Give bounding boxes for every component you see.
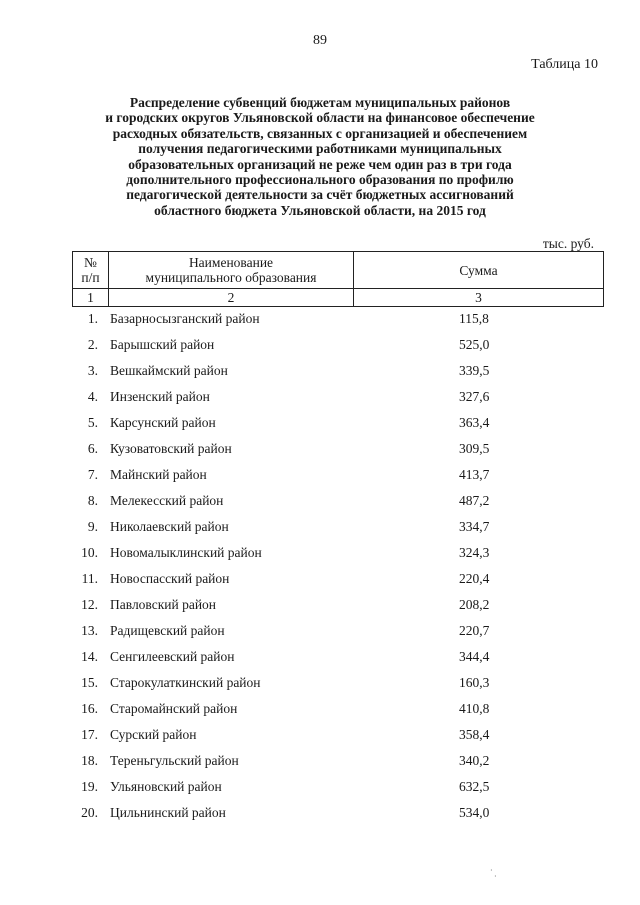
row-name: Сенгилеевский район <box>110 649 235 664</box>
row-number: 3. <box>87 363 98 378</box>
row-amount: 160,3 <box>459 675 490 690</box>
table-row <box>72 363 603 389</box>
row-number: 2. <box>87 337 98 352</box>
row-name: Цильнинский район <box>110 805 226 820</box>
row-amount: 115,8 <box>459 311 489 326</box>
row-name: Кузоватовский район <box>110 441 232 456</box>
row-number: 4. <box>87 389 98 404</box>
row-number: 14. <box>81 649 98 664</box>
row-name: Сурский район <box>110 727 197 742</box>
row-number: 6. <box>87 441 98 456</box>
title-line: областного бюджета Ульяновской области, на 2015 год <box>154 202 486 218</box>
table-row <box>72 805 603 831</box>
row-amount: 340,2 <box>459 753 490 768</box>
row-amount: 358,4 <box>459 727 490 742</box>
header-name <box>109 252 354 289</box>
header-number-line2: п/п <box>81 270 100 285</box>
row-number: 10. <box>81 545 98 560</box>
table-row <box>72 519 603 545</box>
row-number: 18. <box>81 753 98 768</box>
table-row <box>72 311 603 337</box>
row-name: Майнский район <box>110 467 207 482</box>
row-amount: 324,3 <box>459 545 490 560</box>
row-number: 12. <box>81 597 98 612</box>
row-number: 20. <box>81 805 98 820</box>
column-number: 1 <box>73 289 109 307</box>
row-number: 16. <box>81 701 98 716</box>
row-name: Мелекесский район <box>110 493 224 508</box>
row-amount: 327,6 <box>459 389 490 404</box>
row-amount: 208,2 <box>459 597 490 612</box>
row-number: 13. <box>81 623 98 638</box>
header-number <box>73 252 109 289</box>
scan-speck: · <box>490 866 493 875</box>
column-number-row <box>73 289 604 307</box>
table-row <box>72 675 603 701</box>
row-number: 11. <box>81 571 98 586</box>
row-number: 17. <box>81 727 98 742</box>
row-name: Вешкаймский район <box>110 363 228 378</box>
table-row <box>72 623 603 649</box>
row-amount: 339,5 <box>459 363 490 378</box>
row-amount: 534,0 <box>459 805 490 820</box>
row-name: Барышский район <box>110 337 215 352</box>
row-number: 8. <box>87 493 98 508</box>
row-amount: 363,4 <box>459 415 490 430</box>
title-line: педагогической деятельности за счёт бюджетных ассигнований <box>126 187 514 203</box>
row-name: Тереньгульский район <box>110 753 239 768</box>
table-header <box>72 251 604 307</box>
scan-speck: · <box>494 872 497 881</box>
row-amount: 220,4 <box>459 571 490 586</box>
header-number-line1: № <box>84 255 97 270</box>
row-amount: 410,8 <box>459 701 490 716</box>
row-name: Инзенский район <box>110 389 210 404</box>
row-number: 1. <box>87 311 98 326</box>
row-amount: 309,5 <box>459 441 490 456</box>
header-name-line1: Наименование <box>188 255 274 270</box>
column-number: 2 <box>109 289 354 307</box>
table-row <box>72 389 603 415</box>
row-name: Старомайнский район <box>110 701 238 716</box>
row-name: Новоспасский район <box>110 571 230 586</box>
units-label: тыс. руб. <box>542 236 594 251</box>
row-name: Ульяновский район <box>110 779 222 794</box>
row-number: 19. <box>81 779 98 794</box>
header-name-line2: муниципального образования <box>145 270 317 285</box>
table-label: Таблица 10 <box>531 57 598 72</box>
row-amount: 413,7 <box>459 467 490 482</box>
table-row <box>72 415 603 441</box>
row-amount: 334,7 <box>459 519 490 534</box>
row-number: 5. <box>87 415 98 430</box>
table-row <box>72 337 603 363</box>
header-amount: Сумма <box>354 252 604 289</box>
row-amount: 632,5 <box>459 779 490 794</box>
row-number: 9. <box>87 519 98 534</box>
table-row <box>72 571 603 597</box>
row-name: Старокулаткинский район <box>110 675 261 690</box>
table-row <box>72 779 603 805</box>
row-amount: 525,0 <box>459 337 490 352</box>
row-amount: 487,2 <box>459 493 490 508</box>
table-body <box>72 311 603 831</box>
row-number: 15. <box>81 675 98 690</box>
row-name: Николаевский район <box>110 519 229 534</box>
row-number: 7. <box>87 467 98 482</box>
row-name: Новомалыклинский район <box>110 545 262 560</box>
table-row <box>72 467 603 493</box>
document-title <box>60 95 580 218</box>
table-row <box>72 649 603 675</box>
title-line: и городских округов Ульяновской области на финансовое обеспечение <box>105 110 535 126</box>
table-row <box>72 441 603 467</box>
table-row <box>72 701 603 727</box>
table-row <box>72 493 603 519</box>
row-name: Карсунский район <box>110 415 216 430</box>
column-number: 3 <box>354 289 604 307</box>
table-row <box>72 727 603 753</box>
row-name: Радищевский район <box>110 623 225 638</box>
title-line: Распределение субвенций бюджетам муниципальных районов <box>129 95 511 110</box>
table-row <box>72 545 603 571</box>
table-row <box>72 753 603 779</box>
table-row <box>72 597 603 623</box>
row-name: Павловский район <box>110 597 217 612</box>
title-line: дополнительного профессионального образования по профилю <box>126 172 514 188</box>
title-line: получения педагогическими работниками муниципальных <box>138 141 502 157</box>
page-number: 89 <box>313 33 327 48</box>
row-amount: 220,7 <box>459 623 490 638</box>
title-line: образовательных организаций не реже чем один раз в три года <box>128 156 512 172</box>
row-name: Базарносызганский район <box>110 311 260 326</box>
header-row <box>73 252 604 289</box>
title-line: расходных обязательств, связанных с организацией и обеспечением <box>112 125 528 141</box>
row-amount: 344,4 <box>459 649 490 664</box>
